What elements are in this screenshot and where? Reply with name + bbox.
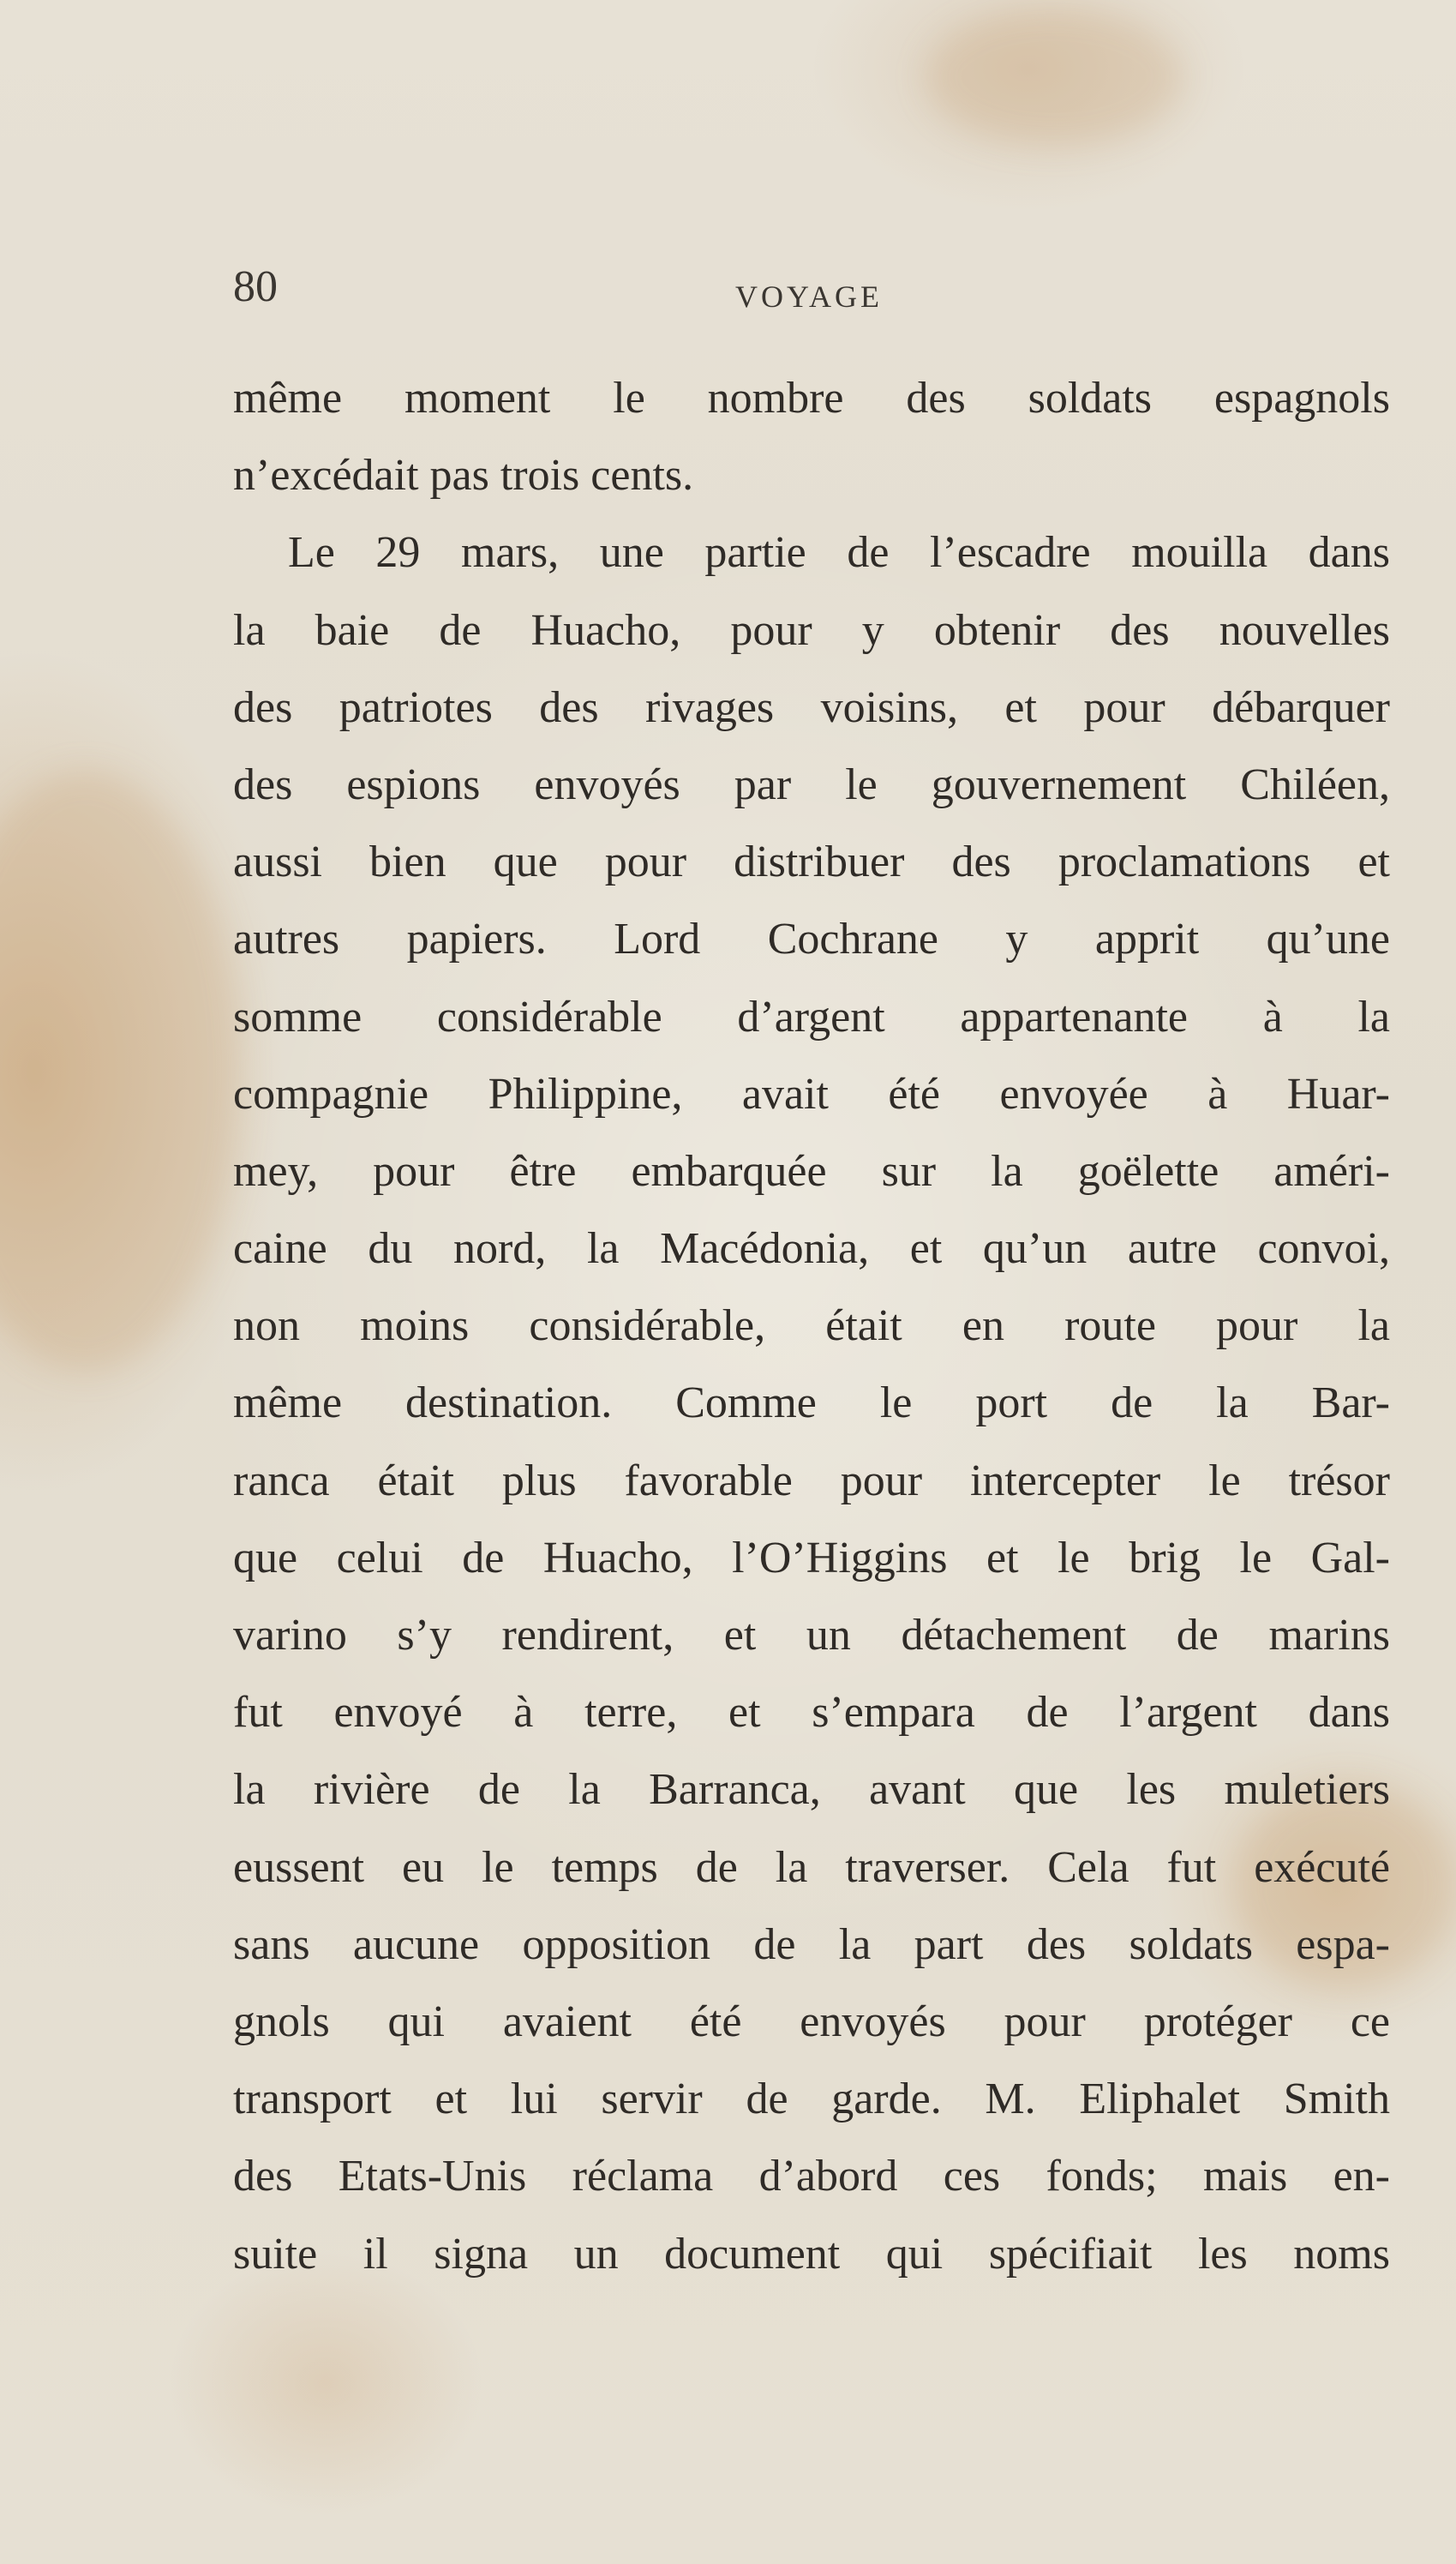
text-line: la baie de Huacho, pour y obtenir des nouvelles [233,605,1390,655]
text-line: aussi bien que pour distribuer des proclamations et [233,838,1390,887]
text-line: non moins considérable, était en route pour la [233,1301,1390,1351]
text-line: caine du nord, la Macédonia, et qu’un autre convoi, [233,1224,1390,1274]
text-line: des espions envoyés par le gouvernement Chiléen, [233,760,1390,809]
text-line: même destination. Comme le port de la Bar- [233,1378,1390,1428]
foxing-stain [0,772,240,1372]
text-line: gnols qui avaient été envoyés pour protéger ce [233,1997,1390,2046]
text-line: autres papiers. Lord Cochrane y apprit qu’une [233,915,1390,964]
text-line: eussent eu le temps de la traverser. Cela fut exécuté [233,1842,1390,1892]
text-line: des patriotes des rivages voisins, et pour débarquer [233,682,1390,732]
text-line: des Etats-Unis réclama d’abord ces fonds; mais en- [233,2152,1390,2201]
text-line: somme considérable d’argent appartenante à la [233,992,1390,1042]
text-line: sans aucune opposition de la part des soldats espa- [233,1919,1390,1969]
text-line: la rivière de la Barranca, avant que les muletiers [233,1765,1390,1815]
text-line: transport et lui servir de garde. M. Eliphalet Smith [233,2075,1390,2124]
foxing-stain [926,9,1183,146]
running-head [233,261,1390,330]
text-line: fut envoyé à terre, et s’empara de l’argent dans [233,1688,1390,1738]
text-line: ranca était plus favorable pour intercepter le trésor [233,1456,1390,1505]
page-number: 80 [233,262,278,311]
text-line: Le 29 mars, une partie de l’escadre mouilla dans [288,528,1390,578]
text-line: varino s’y rendirent, et un détachement de marins [233,1611,1390,1660]
text-line: n’excédait pas trois cents. [233,451,694,501]
text-line: que celui de Huacho, l’O’Higgins et le brig le Gal- [233,1533,1390,1582]
text-line: mey, pour être embarquée sur la goëlette améri- [233,1146,1390,1196]
text-line: même moment le nombre des soldats espagnols [233,374,1390,423]
body-text [233,360,1390,2293]
text-line: compagnie Philippine, avait été envoyée à Huar- [233,1069,1390,1119]
running-title: VOYAGE [735,279,883,314]
text-line: suite il signa un document qui spécifiait les noms [233,2229,1390,2279]
